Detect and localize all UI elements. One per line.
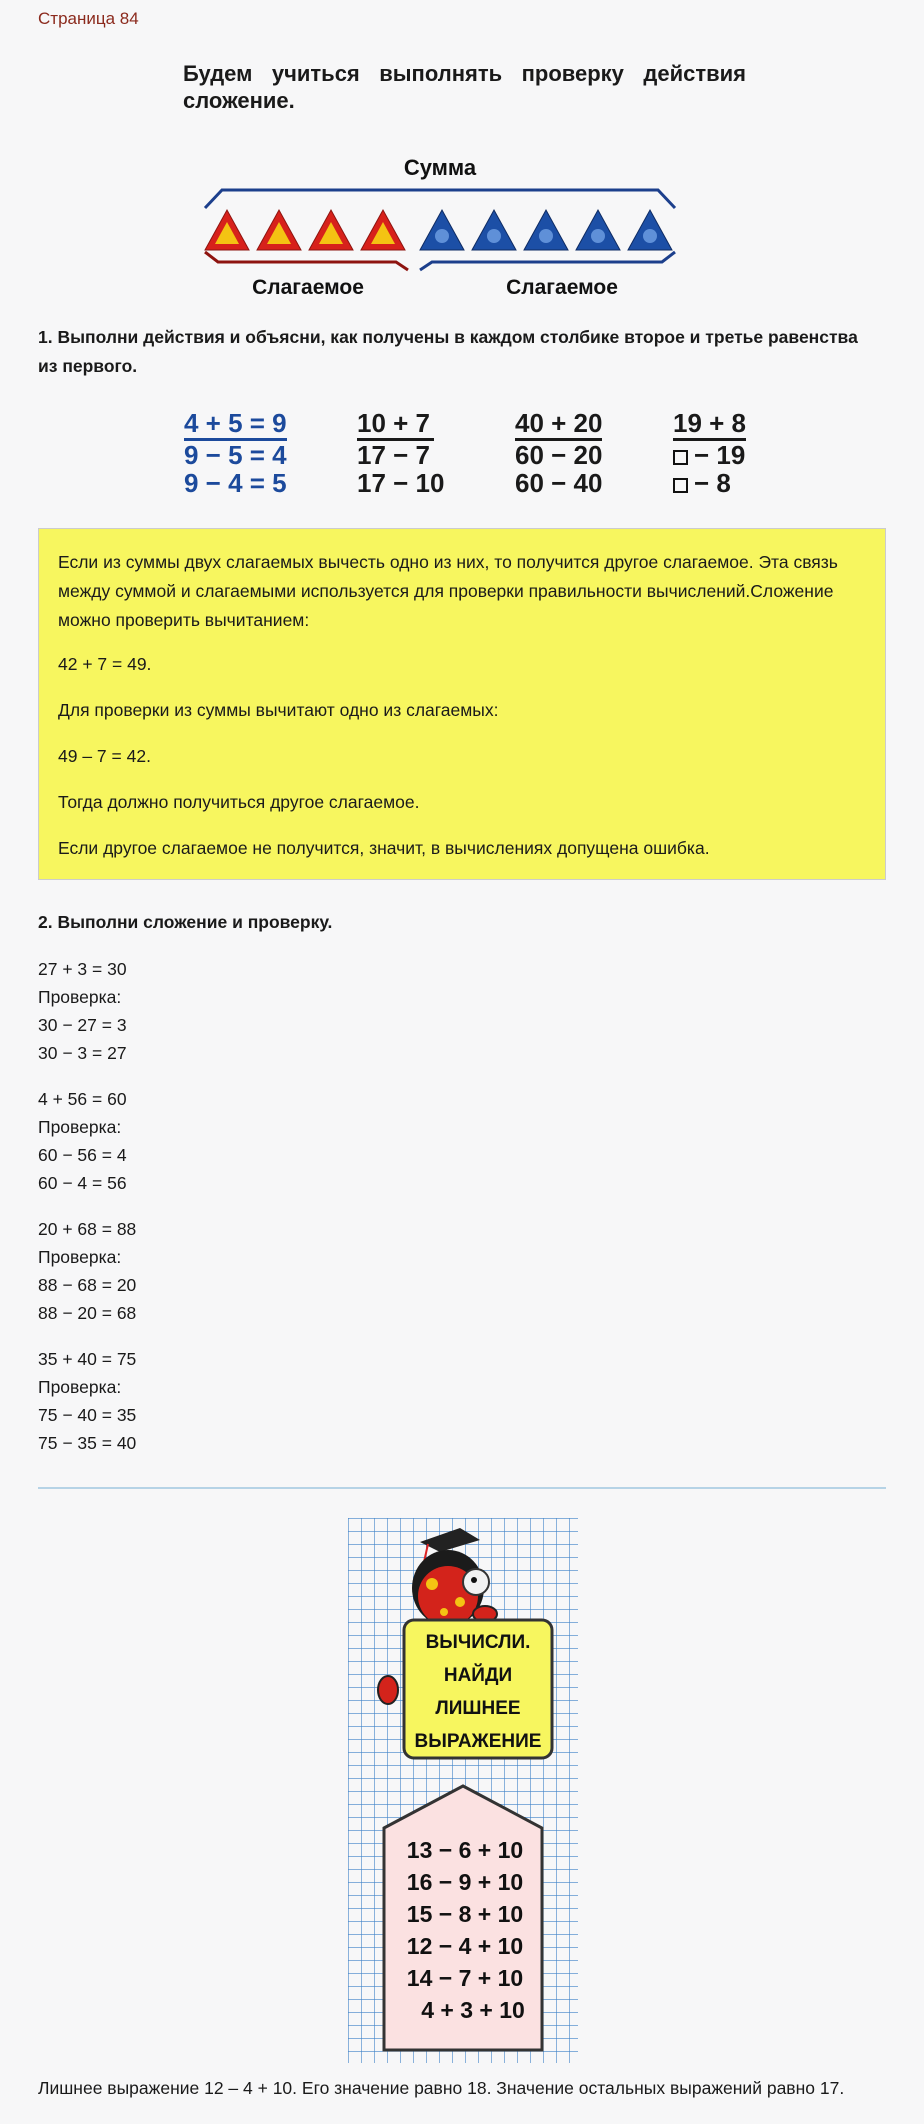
- col1-row2: 9 − 5 = 4: [184, 440, 287, 470]
- task2-check-1: 75 − 40 = 35: [38, 1405, 137, 1425]
- task2-check-2: 60 − 4 = 56: [38, 1173, 127, 1193]
- sum-addends-figure: [200, 148, 690, 300]
- task1-title: [38, 323, 898, 381]
- blank-box-icon: [673, 478, 688, 493]
- answer-text: Лишнее выражение 12 – 4 + 10. Его значение равно 18. Значение остальных выражений равно 17.: [38, 2078, 845, 2098]
- rule-example-sum: 42 + 7 = 49.: [58, 654, 152, 674]
- puzzle-illustration: [348, 1518, 578, 2063]
- col2-row2: 17 − 7: [357, 440, 431, 470]
- addend-right-bracket: [420, 252, 675, 270]
- col1-row3: 9 − 4 = 5: [184, 468, 287, 498]
- sign-line-2: НАЙДИ: [443, 1665, 513, 1686]
- task2-group-1: [38, 955, 127, 1067]
- addend-left-bracket: [205, 252, 408, 270]
- expression-1: 13 − 6 + 10: [406, 1837, 524, 1863]
- task2-group-3: [38, 1215, 136, 1327]
- task2-check-label: Проверка:: [38, 1247, 122, 1267]
- task2-equation: 35 + 40 = 75: [38, 1349, 137, 1369]
- task2-check-1: 60 − 56 = 4: [38, 1145, 127, 1165]
- task2-check-label: Проверка:: [38, 1377, 122, 1397]
- sign-line-4: ВЫРАЖЕНИЕ: [414, 1731, 542, 1752]
- expression-3: 15 − 8 + 10: [406, 1901, 524, 1927]
- task2-check-1: 88 − 68 = 20: [38, 1275, 137, 1295]
- task2-check-2: 30 − 3 = 27: [38, 1043, 127, 1063]
- task1-column-2: [357, 409, 444, 497]
- task2-check-label: Проверка:: [38, 1117, 122, 1137]
- col1-row1: 4 + 5 = 9: [184, 409, 287, 441]
- col4-row2: − 19: [673, 440, 745, 470]
- task2-title: 2. Выполни сложение и проверку.: [38, 912, 333, 932]
- task2-equation: 27 + 3 = 30: [38, 959, 127, 979]
- col2-row1: 10 + 7: [357, 409, 434, 441]
- col3-row2: 60 − 20: [515, 440, 603, 470]
- sum-label: Сумма: [403, 155, 477, 180]
- task1-title-line-1: 1. Выполни действия и объясни, как получены в каждом столбике второе и третье равенства: [38, 327, 858, 347]
- rule-example-check: 49 – 7 = 42.: [58, 746, 151, 766]
- task1-title-line-2: из первого.: [38, 356, 138, 376]
- col2-row3: 17 − 10: [357, 468, 445, 498]
- blank-box-icon: [673, 450, 688, 465]
- task2-equation: 20 + 68 = 88: [38, 1219, 137, 1239]
- task2-check-2: 88 − 20 = 68: [38, 1303, 137, 1323]
- page-label: Страница 84: [38, 9, 139, 28]
- red-triangles: [205, 210, 405, 250]
- blue-triangles: [420, 210, 672, 250]
- sign-line-1: ВЫЧИСЛИ.: [425, 1632, 531, 1653]
- task2-group-2: [38, 1085, 127, 1197]
- expression-5: 14 − 7 + 10: [406, 1965, 524, 1991]
- rule-box: [38, 528, 886, 880]
- addend-left-label: Слагаемое: [252, 276, 364, 299]
- rule-paragraph-4: Если другое слагаемое не получится, значит, в вычислениях допущена ошибка.: [58, 838, 710, 858]
- task2-check-1: 30 − 27 = 3: [38, 1015, 127, 1035]
- task1-column-1: [184, 409, 287, 497]
- col4-row1: 19 + 8: [673, 409, 746, 441]
- col4-row3: − 8: [673, 468, 731, 498]
- task1-column-4: [673, 409, 746, 497]
- intro-line-2: сложение.: [183, 88, 295, 113]
- task1-column-3: [515, 409, 602, 497]
- section-divider: [38, 1487, 886, 1489]
- task2-check-2: 75 − 35 = 40: [38, 1433, 137, 1453]
- sign-line-3: ЛИШНЕЕ: [435, 1698, 521, 1719]
- sum-bracket: [205, 190, 675, 208]
- intro-line-1: Будем учиться выполнять проверку действия: [183, 61, 746, 86]
- task2-equation: 4 + 56 = 60: [38, 1089, 127, 1109]
- rule-paragraph-1: Если из суммы двух слагаемых вычесть одно из них, то получится другое слагаемое. Эта связь между суммой и слагаемыми используется для проверки правильности вычислений.Сложение можно проверить вычитанием:: [58, 552, 838, 630]
- expression-6: 4 + 3 + 10: [421, 1997, 525, 2023]
- expression-2: 16 − 9 + 10: [406, 1869, 524, 1895]
- col3-row3: 60 − 40: [515, 468, 603, 498]
- rule-paragraph-3: Тогда должно получиться другое слагаемое.: [58, 792, 420, 812]
- task2-group-4: [38, 1345, 136, 1457]
- task2-check-label: Проверка:: [38, 987, 122, 1007]
- col3-row1: 40 + 20: [515, 409, 602, 441]
- rule-paragraph-2: Для проверки из суммы вычитают одно из слагаемых:: [58, 700, 499, 720]
- lesson-intro: [183, 60, 746, 114]
- addend-right-label: Слагаемое: [506, 276, 618, 299]
- expression-4: 12 − 4 + 10: [406, 1933, 524, 1959]
